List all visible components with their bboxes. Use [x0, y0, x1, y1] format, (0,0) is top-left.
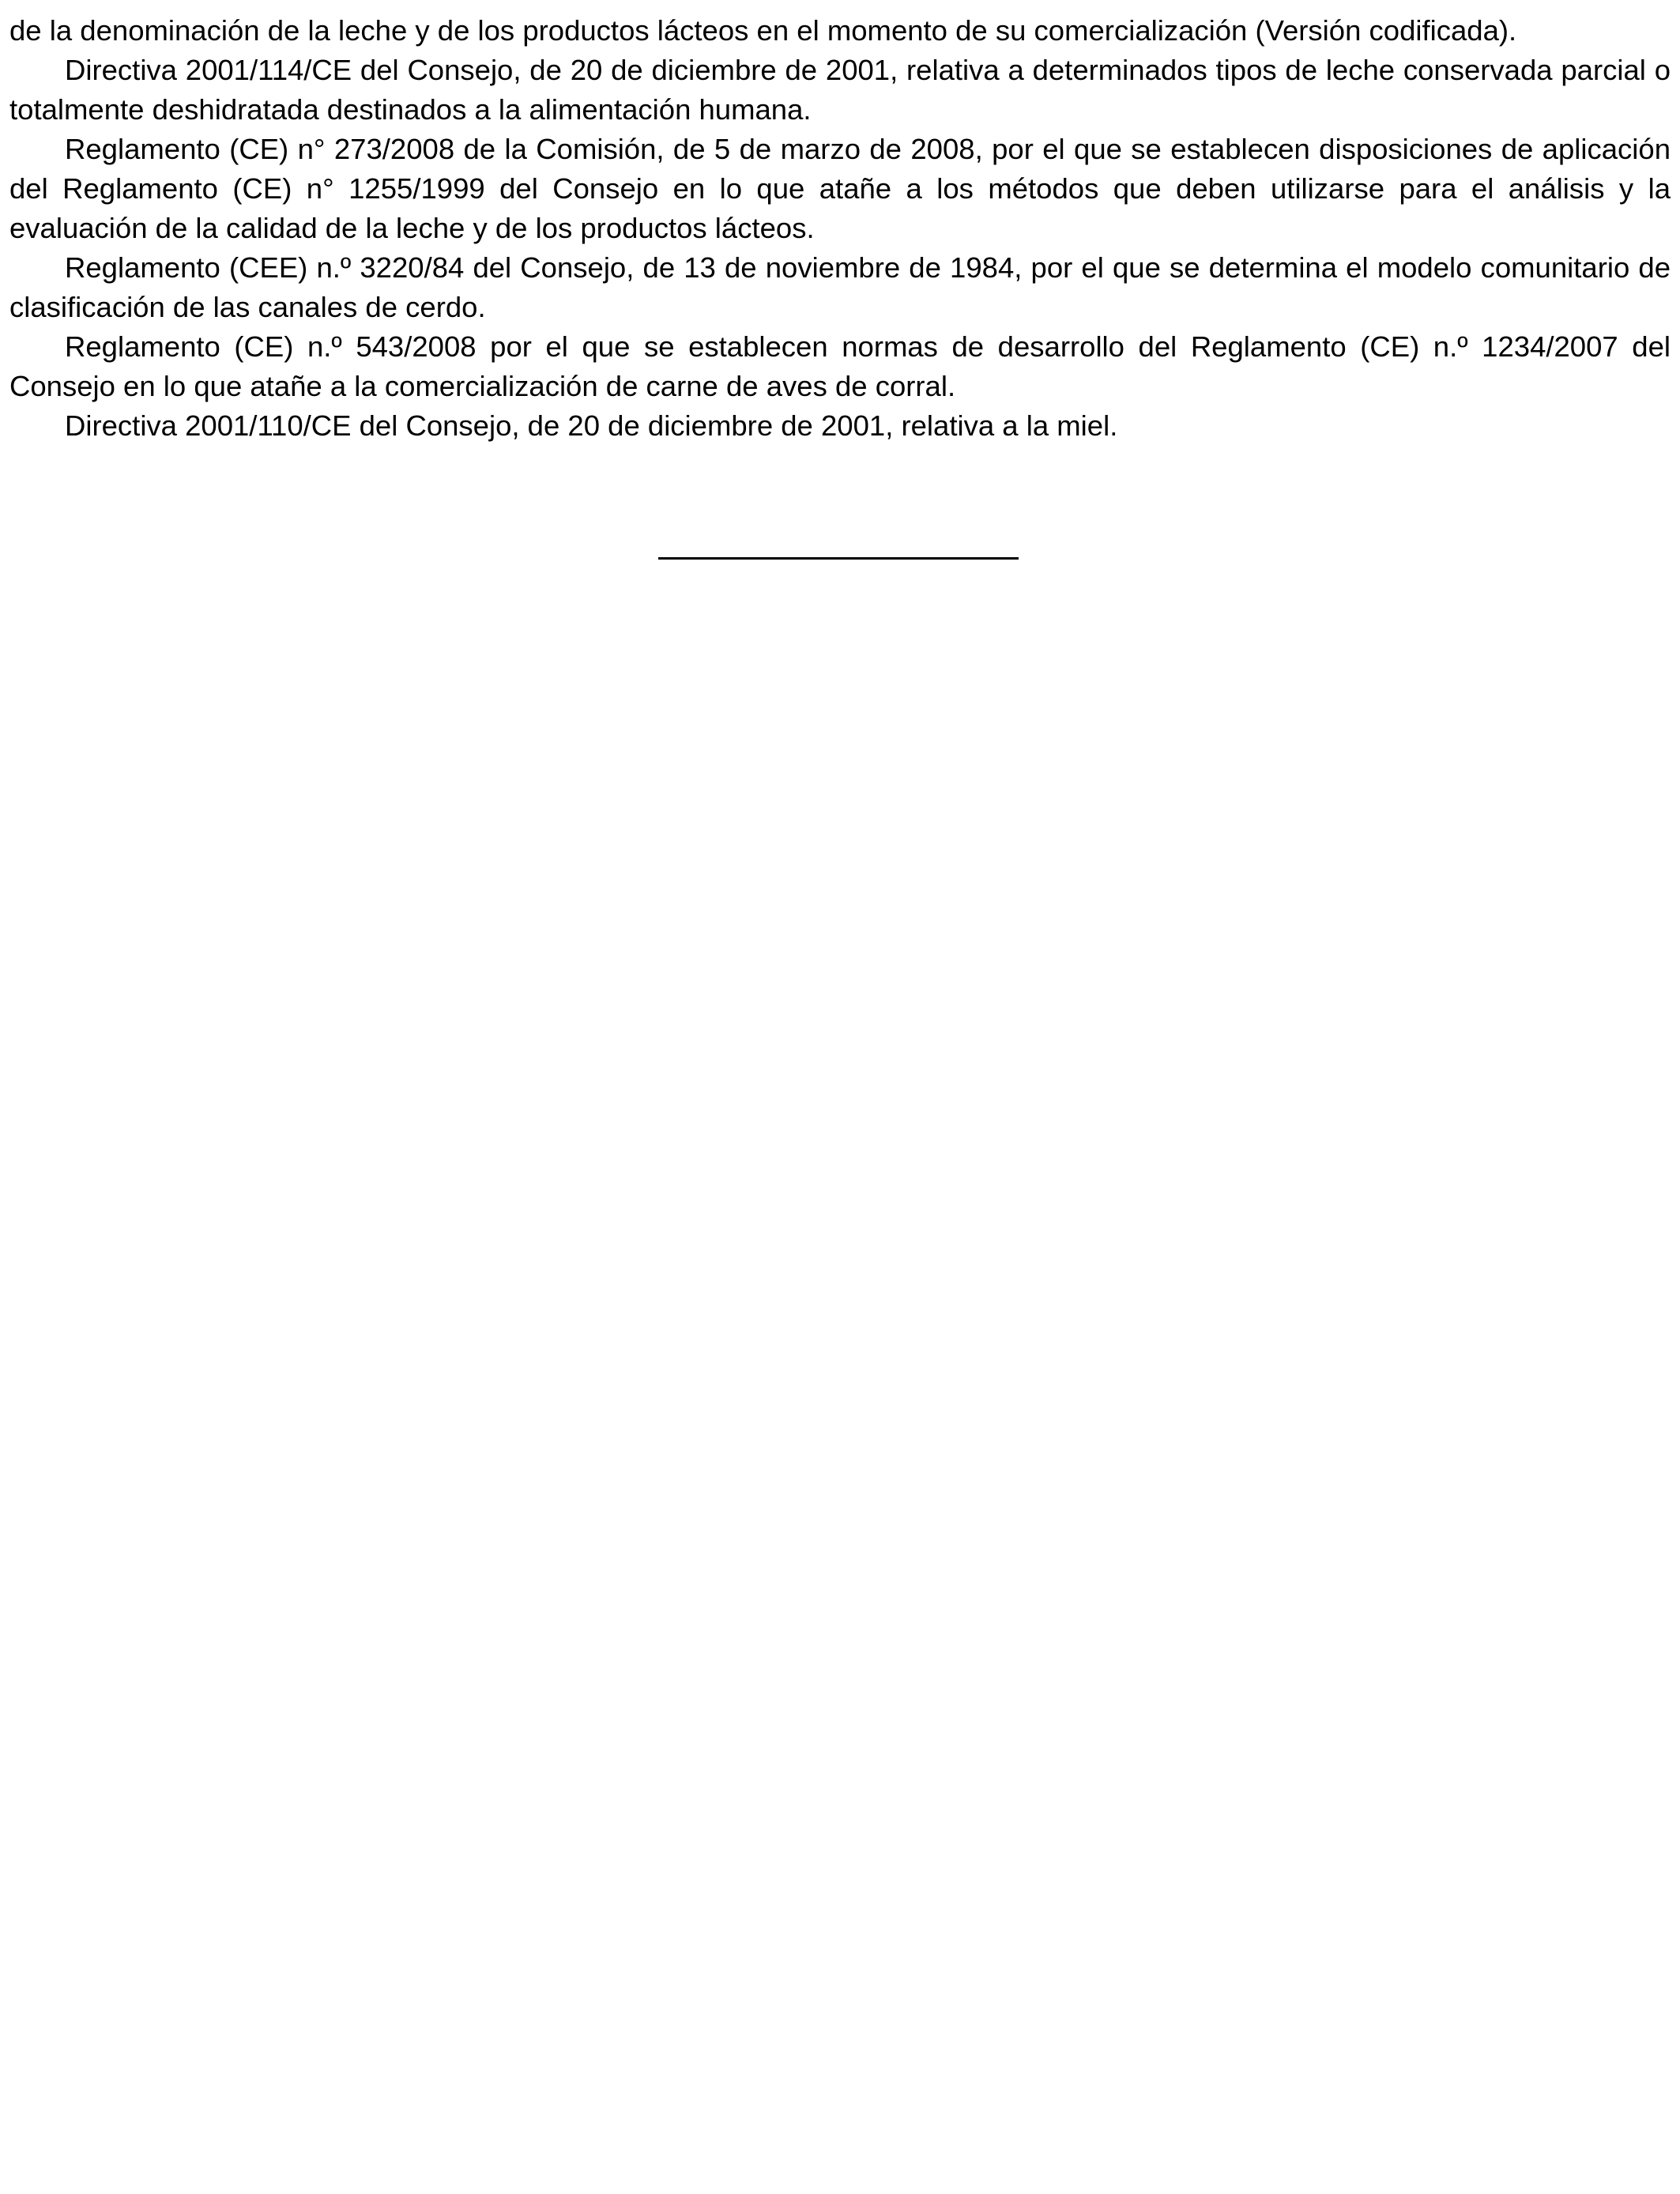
paragraph-continuation: de la denominación de la leche y de los productos lácteos en el momento de su comercialización (Versión codificada).: [9, 14, 1517, 47]
paragraph-directiva-2001-110: Directiva 2001/110/CE del Consejo, de 20 de diciembre de 2001, relativa a la miel.: [65, 409, 1118, 442]
document-body: [9, 11, 1671, 446]
paragraph-reglamento-543-2008: Reglamento (CE) n.º 543/2008 por el que se establecen normas de desarrollo del Reglamento (CE) n.º 1234/2007 del Consejo en lo que atañe a la comercialización de carne de aves de corral.: [9, 330, 1671, 402]
paragraph-reglamento-3220-84: Reglamento (CEE) n.º 3220/84 del Consejo, de 13 de noviembre de 1984, por el que se determina el modelo comunitario de clasificación de las canales de cerdo.: [9, 251, 1671, 323]
paragraph-directiva-2001-114: Directiva 2001/114/CE del Consejo, de 20 de diciembre de 2001, relativa a determinados tipos de leche conservada parcial o totalmente deshidratada destinados a la alimentación humana.: [9, 54, 1671, 126]
paragraph-reglamento-273-2008: Reglamento (CE) n° 273/2008 de la Comisión, de 5 de marzo de 2008, por el que se establecen disposiciones de aplicación del Reglamento (CE) n° 1255/1999 del Consejo en lo que atañe a los métodos que deben utilizarse para el análisis y la evaluación de la calidad de la leche y de los productos lácteos.: [9, 133, 1671, 244]
end-separator-line: [658, 557, 1019, 560]
